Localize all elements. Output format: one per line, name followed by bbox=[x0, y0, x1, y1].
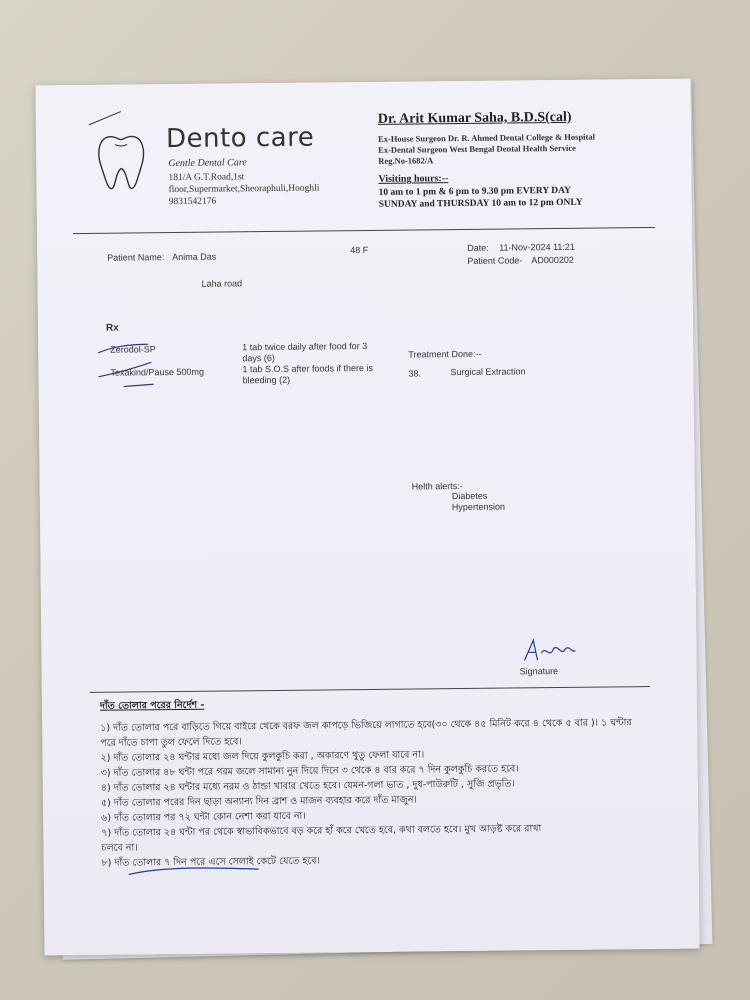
treatment-tooth: 38. bbox=[408, 368, 422, 379]
rx-dose-2a: 1 tab S.O.S after foods if there is bbox=[242, 362, 374, 375]
clinic-name: Dento care bbox=[165, 122, 315, 155]
clinic-tagline: Gentle Dental Care bbox=[168, 157, 247, 170]
alert-item-1: Diabetes bbox=[451, 490, 488, 502]
instruction-line: ৫) দাঁত তোলার পরের দিন ছাড়া অন্যান্য দিন ব্রাশ ও মাজন ব্যবহার করে দাঁত মাজুন। bbox=[100, 794, 417, 809]
instruction-line: চলবে না। bbox=[101, 842, 138, 854]
visiting-line-1: 10 am to 1 pm & 6 pm to 9.30 pm EVERY DAY bbox=[378, 185, 572, 198]
alert-item-2: Hypertension bbox=[451, 501, 505, 513]
instruction-line: ৪) দাঁত তোলার ২৪ ঘন্টার মধ্যে নরম ও ঠান্ডা খাবার খেতে হবে। যেমন-গলা ভাত , দুধ-পাউরুটি , সুজি প্রভৃতি। bbox=[100, 778, 515, 794]
instruction-line: পরে দাঁতে চাপা তুল ফেলে দিতে হবে। bbox=[100, 736, 242, 749]
tooth-logo-icon bbox=[81, 106, 167, 197]
date-label: Date: bbox=[467, 242, 489, 253]
instruction-line: ৮) দাঁত তোলার ৭ দিন পরে এসে সেলাই কেটে যেতে হবে। bbox=[101, 855, 320, 869]
visiting-heading: Visiting hours:-- bbox=[378, 173, 449, 185]
rx-drug-2: Texakind/Pause 500mg bbox=[110, 366, 205, 378]
visiting-line-2: SUNDAY and THURSDAY 10 am to 12 pm ONLY bbox=[378, 197, 583, 210]
rx-dose-1a: 1 tab twice daily after food for 3 bbox=[242, 340, 368, 353]
instructions-heading: দাঁত তোলার পরের নির্দেশ - bbox=[99, 699, 205, 712]
doctor-name: Dr. Arit Kumar Saha, B.D.S(cal) bbox=[377, 109, 572, 127]
signature-scribble-icon bbox=[519, 635, 579, 668]
rx-drug-1: Zerodol-SP bbox=[110, 344, 156, 355]
patient-address: Laha road bbox=[201, 278, 243, 289]
instruction-line: ২) দাঁত তোলার ২৪ ঘন্টার মধ্যে জল দিয়ে কুলকুচি করা , অকারণে থুতু ফেলা যাবে না। bbox=[100, 749, 425, 764]
instructions-divider bbox=[90, 686, 650, 693]
doctor-line-1: Ex-House Surgeon Dr. R. Ahmed Dental College & Hospital bbox=[377, 131, 596, 144]
patient-code-label: Patient Code- bbox=[467, 255, 523, 266]
treatment-heading: Treatment Done:-- bbox=[408, 348, 482, 360]
patient-code: AD000202 bbox=[531, 254, 574, 266]
instruction-line: ১) দাঁত তোলার পরে বাড়িতে গিয়ে বাইরে থেকে বরফ জল কাপড়ে ভিজিয়ে লাগাতে হবে(৩০ থেকে ৪৫ মিনিট করে ৪ থেকে ৫ বার )। ১ ঘন্টার bbox=[100, 717, 632, 734]
doctor-reg: Reg.No-1682/A bbox=[378, 155, 434, 166]
patient-name: Anima Das bbox=[172, 251, 217, 263]
patient-name-label: Patient Name: bbox=[107, 252, 165, 263]
clinic-phone: 9831542176 bbox=[168, 196, 217, 208]
header-divider bbox=[73, 227, 655, 234]
prescription-sheet bbox=[35, 79, 699, 956]
instructions-list bbox=[100, 715, 662, 871]
rx-dose-2b: bleeding (2) bbox=[242, 374, 291, 386]
instruction-line: ৩) দাঁত তোলার ৪৮ ঘন্টা পরে গরম জলে সামান্য নুন দিয়ে দিনে ৩ থেকে ৪ বার করে ৭ দিন কুলকুচি করতে হবে। bbox=[100, 763, 519, 779]
visit-date: 11-Nov-2024 11:21 bbox=[499, 241, 575, 253]
pen-checkmarks-icon bbox=[93, 334, 194, 390]
doctor-line-2: Ex-Dental Surgeon West Bengal Dental Health Service bbox=[378, 142, 576, 155]
instruction-line: ৬) দাঁত তোলার পর ৭২ ঘন্টা কোন নেশা করা যাবে না। bbox=[101, 810, 306, 824]
rx-heading: Rx bbox=[105, 322, 119, 334]
treatment-procedure: Surgical Extraction bbox=[450, 366, 526, 378]
instruction-line: ৭) দাঁত তোলার ২৪ ঘন্টা পর থেকে স্বাভাবিকভাবে বড় করে হাঁ করে খেতে হবে, কথা বলতে হবে। মুখ আড়ষ্ট করে রাখা bbox=[101, 823, 542, 839]
clinic-address: 181/A G.T.Road,1st floor,Supermarket,Sheoraphuli,Hooghli bbox=[168, 172, 320, 196]
patient-age-sex: 48 F bbox=[350, 244, 369, 256]
rx-dose-1b: days (6) bbox=[242, 352, 275, 364]
pen-underline-icon bbox=[124, 861, 264, 882]
signature-label: Signature bbox=[519, 666, 559, 677]
alerts-heading: Helth alerts:- bbox=[411, 481, 463, 492]
